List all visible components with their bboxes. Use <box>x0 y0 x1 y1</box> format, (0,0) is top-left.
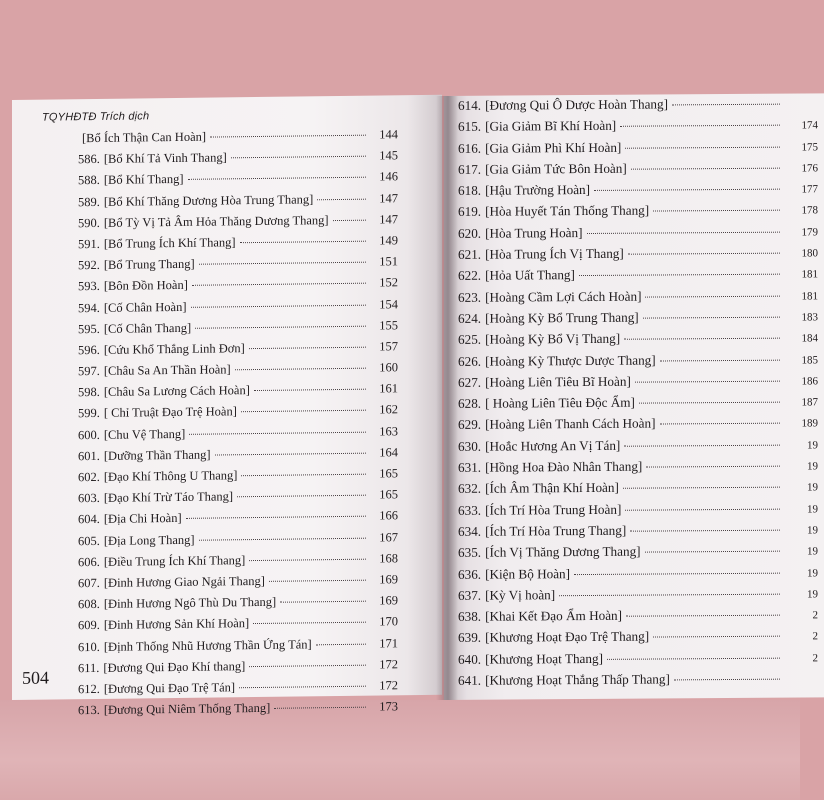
toc-entry-page: 181 <box>801 290 818 303</box>
dot-leader <box>317 198 366 200</box>
toc-entry-page: 172 <box>379 678 398 693</box>
toc-entry-title: [Khai Kết Đạo Ẩm Hoàn] <box>485 607 623 624</box>
dot-leader <box>639 402 780 404</box>
toc-entry-page: 2 <box>812 630 818 643</box>
toc-entry-page: 157 <box>379 339 398 354</box>
toc-entry <box>458 670 818 694</box>
right-page <box>444 93 824 700</box>
dot-leader <box>195 325 366 328</box>
toc-entry-page: 189 <box>801 417 818 430</box>
toc-entry <box>458 351 818 375</box>
toc-entry-page: 2 <box>812 609 818 622</box>
toc-entry-page: 19 <box>807 503 818 516</box>
dot-leader <box>674 679 780 681</box>
toc-entry-title: [Hậu Trường Hoàn] <box>485 182 591 198</box>
dot-leader <box>199 262 366 265</box>
toc-entry-page: 19 <box>807 481 818 494</box>
toc-entry-title: [Ích Vị Thăng Dương Thang] <box>485 543 641 560</box>
dot-leader <box>625 146 780 148</box>
toc-entry <box>458 287 818 311</box>
toc-entry-number: 612. <box>78 681 100 697</box>
dot-leader <box>624 338 780 340</box>
dot-leader <box>316 643 366 645</box>
toc-entry-page: 19 <box>807 545 818 558</box>
toc-entry-title: [Chu Vệ Thang] <box>103 426 186 442</box>
toc-entry-number: 608. <box>78 597 100 612</box>
dot-leader <box>660 359 780 361</box>
toc-entry-title: [Bổ Ích Thận Can Hoàn] <box>82 129 207 146</box>
dot-leader <box>645 551 780 553</box>
toc-entry-title: [ Hoàng Liên Tiêu Độc Ẩm] <box>485 394 635 411</box>
toc-entry-page: 19 <box>807 566 818 579</box>
toc-entry-number: 637. <box>458 587 482 603</box>
dot-leader <box>239 686 366 689</box>
toc-entry-title: [Bổ Khí Thăng Dương Hòa Trung Thang] <box>103 191 314 209</box>
dot-leader <box>574 572 780 574</box>
toc-entry-page: 163 <box>379 423 398 439</box>
dot-leader <box>653 210 780 212</box>
toc-entry-page: 168 <box>379 551 398 566</box>
toc-entry-title: [Đạo Khí Thông U Thang] <box>103 468 238 484</box>
toc-entry <box>458 628 818 652</box>
dot-leader <box>333 219 366 220</box>
toc-entry <box>458 415 818 439</box>
toc-entry-page: 167 <box>379 529 398 545</box>
toc-entry-number: 625. <box>458 332 482 348</box>
toc-entry <box>458 607 818 631</box>
toc-entry-page: 165 <box>379 466 398 481</box>
toc-entry-page: 149 <box>379 233 398 248</box>
toc-entry-title: [Hoàng Kỳ Thược Dược Thang] <box>485 352 656 369</box>
toc-entry-number: 603. <box>78 491 100 506</box>
toc-entry-title: [Kỳ Vị hoàn] <box>485 587 556 603</box>
dot-leader <box>210 135 366 138</box>
toc-entry-number: 605. <box>78 533 100 548</box>
toc-entry <box>458 543 818 567</box>
toc-entry <box>458 521 818 545</box>
toc-entry-number: 597. <box>78 363 100 379</box>
dot-leader <box>199 537 366 540</box>
toc-entry-title: [Cứu Khổ Thắng Linh Đơn] <box>103 341 245 357</box>
toc-entry-number: 590. <box>78 215 100 230</box>
toc-entry-page: 176 <box>801 162 818 175</box>
toc-entry <box>458 138 818 162</box>
toc-entry-title: [Bổ Trung Ích Khí Thang] <box>103 235 236 251</box>
toc-entry-page: 171 <box>379 635 398 651</box>
toc-entry <box>458 223 818 247</box>
toc-entry-page: 19 <box>807 588 818 601</box>
toc-entry-title: [Hòa Trung Hoàn] <box>485 224 583 241</box>
toc-entry-number: 589. <box>78 194 100 209</box>
dot-leader <box>240 241 366 244</box>
toc-entry-page: 185 <box>801 353 818 367</box>
toc-entry-page: 152 <box>379 275 398 290</box>
toc-entry-page: 154 <box>379 296 398 312</box>
toc-entry-title: [Hoàng Kỳ Bổ Trung Thang] <box>485 309 639 326</box>
toc-entry-page: 174 <box>801 119 818 132</box>
toc-entry-number: 641. <box>458 672 482 688</box>
dot-leader <box>188 177 367 180</box>
dot-leader <box>660 423 781 425</box>
toc-entry <box>458 266 818 290</box>
dot-leader <box>237 495 366 498</box>
toc-entry-title: [Đương Qui Đạo Trệ Tán] <box>103 680 236 696</box>
toc-entry-page: 187 <box>801 396 818 409</box>
toc-entry <box>458 181 818 205</box>
toc-entry-number: 598. <box>78 385 100 400</box>
dot-leader <box>280 601 366 603</box>
dot-leader <box>249 558 366 560</box>
toc-entry-title: [Ích Trí Hòa Trung Hoàn] <box>485 501 622 518</box>
dot-leader <box>631 168 780 170</box>
toc-entry-number: 586. <box>78 152 100 167</box>
toc-entry-number: 633. <box>458 502 482 518</box>
toc-entry-page: 165 <box>379 487 398 502</box>
toc-entry-page: 161 <box>379 381 398 396</box>
toc-entry-number: 638. <box>458 608 482 625</box>
toc-entry-number: 631. <box>458 459 482 475</box>
toc-entry-number: 632. <box>458 481 482 497</box>
toc-entry-title: [Khương Hoạt Đạo Trệ Thang] <box>485 628 650 646</box>
toc-entry <box>458 330 818 354</box>
toc-entry-number: 630. <box>458 438 482 454</box>
toc-entry <box>458 95 818 119</box>
toc-entry <box>458 585 818 609</box>
dot-leader <box>630 530 780 532</box>
dot-leader <box>646 466 780 468</box>
toc-entry-page: 181 <box>801 268 818 281</box>
toc-entry-title: [Hỏa Uất Thang] <box>485 267 575 284</box>
toc-entry-title: [Bổ Trung Thang] <box>103 256 195 273</box>
toc-entry-number: 618. <box>458 182 482 199</box>
toc-entry-page: 179 <box>801 226 818 239</box>
toc-entry-page: 170 <box>379 614 398 629</box>
toc-entry-number: 616. <box>458 140 482 156</box>
toc-entry-title: [Dưỡng Thần Thang] <box>103 447 211 463</box>
dot-leader <box>241 474 366 477</box>
toc-entry-number: 639. <box>458 630 482 646</box>
toc-entry-title: [Định Thống Nhũ Hương Thần Ứng Tán] <box>103 636 312 654</box>
dot-leader <box>623 487 780 489</box>
toc-entry-number: 628. <box>458 395 482 412</box>
toc-entry-title: [ Chỉ Truật Đạo Trệ Hoàn] <box>103 404 237 421</box>
toc-entry <box>458 159 818 183</box>
toc-entry-number: 634. <box>458 523 482 539</box>
toc-entry-number: 604. <box>78 512 100 527</box>
toc-entry-number: 623. <box>458 289 482 305</box>
toc-entry-title: [Châu Sa Lương Cách Hoàn] <box>103 383 250 400</box>
dot-leader <box>235 368 366 371</box>
toc-entry-number: 615. <box>458 119 482 135</box>
toc-entry-page: 173 <box>379 699 398 714</box>
toc-entry-page: 162 <box>379 402 398 417</box>
dot-leader <box>254 389 366 391</box>
dot-leader <box>241 410 366 413</box>
toc-entry-number: 599. <box>78 406 100 421</box>
toc-entry-page: 19 <box>807 524 818 537</box>
toc-entry <box>458 479 818 503</box>
toc-entry-number: 600. <box>78 427 100 442</box>
dot-leader <box>628 253 780 255</box>
toc-entry-title: [Đương Qui Đạo Khí thang] <box>103 658 246 675</box>
toc-entry-page: 146 <box>379 169 398 184</box>
toc-entry-title: [Bổ Khí Thang] <box>103 172 184 188</box>
toc-entry-title: [Bổ Khí Tả Vinh Thang] <box>103 150 227 167</box>
toc-entry-page: 180 <box>801 247 818 260</box>
toc-entry-number: 629. <box>458 417 482 433</box>
toc-entry-title: [Khương Hoạt Thắng Thấp Thang] <box>485 671 670 688</box>
toc-entry <box>458 308 818 332</box>
running-head: TQYHĐTĐ Trích dịch <box>42 110 150 124</box>
dot-leader <box>635 381 780 383</box>
toc-entry-page: 178 <box>801 204 818 217</box>
toc-entry-title: [Gia Giảm Bĩ Khí Hoàn] <box>485 118 617 135</box>
dot-leader <box>587 231 780 233</box>
toc-entry-number: 602. <box>78 469 100 485</box>
toc-entry-page: 155 <box>379 317 398 333</box>
dot-leader <box>672 104 780 106</box>
toc-entry-page: 172 <box>379 656 398 672</box>
toc-entry <box>458 117 818 141</box>
toc-entry <box>458 649 818 673</box>
toc-entry <box>458 564 818 588</box>
toc-entry-title: [Ích Trí Hòa Trung Thang] <box>485 522 627 539</box>
toc-entry-number: 622. <box>458 268 482 284</box>
toc-entry-number: 635. <box>458 544 482 561</box>
toc-entry-page: 147 <box>379 212 398 227</box>
dot-leader <box>269 580 366 582</box>
page-number: 504 <box>22 667 49 688</box>
toc-entry <box>458 436 818 460</box>
toc-entry-number: 640. <box>458 651 482 667</box>
dot-leader <box>625 508 780 510</box>
toc-entry-page: 184 <box>801 332 818 345</box>
dot-leader <box>191 304 367 307</box>
dot-leader <box>620 125 780 127</box>
dot-leader <box>624 444 780 446</box>
toc-entry-page: 166 <box>379 508 398 523</box>
dot-leader <box>186 516 366 519</box>
toc-entry <box>78 699 398 724</box>
toc-entry-title: [Bổ Tỳ Vị Tả Âm Hỏa Thăng Dương Thang] <box>103 212 329 230</box>
toc-entry-page: 160 <box>379 360 398 375</box>
toc-entry-page: 19 <box>807 460 818 473</box>
toc-entry-number: 620. <box>458 225 482 241</box>
dot-leader <box>215 452 366 455</box>
toc-entry-title: [Gia Giảm Tức Bôn Hoàn] <box>485 160 627 177</box>
toc-entry-title: [Cố Chân Thang] <box>103 320 192 336</box>
toc-entry-number: 617. <box>458 161 482 177</box>
toc-entry-title: [Địa Long Thang] <box>103 532 195 548</box>
toc-entry-title: [Gia Giảm Phì Khí Hoàn] <box>485 139 622 156</box>
toc-entry-page: 169 <box>379 572 398 587</box>
toc-entry-page: 177 <box>801 183 818 196</box>
dot-leader <box>594 189 780 191</box>
toc-entry-number: 588. <box>78 173 100 188</box>
dot-leader <box>231 156 366 159</box>
toc-entry-title: [Đương Qui Niêm Thống Thang] <box>103 700 271 717</box>
left-toc-list <box>78 127 398 724</box>
toc-entry-number: 591. <box>78 236 100 252</box>
toc-entry-title: [Cố Chân Hoàn] <box>103 299 187 315</box>
dot-leader <box>645 295 780 297</box>
toc-entry-title: [Hồng Hoa Đào Nhân Thang] <box>485 458 643 475</box>
dot-leader <box>249 347 366 349</box>
toc-entry-number: 593. <box>78 279 100 294</box>
toc-entry-number: 592. <box>78 258 100 273</box>
dot-leader <box>607 657 780 659</box>
dot-leader <box>626 615 780 617</box>
toc-entry-page: 151 <box>379 254 398 269</box>
right-toc-list <box>458 95 818 694</box>
toc-entry-page: 145 <box>379 148 398 163</box>
toc-entry-title: [Điều Trung Ích Khí Thang] <box>103 552 246 569</box>
toc-entry-title: [Khương Hoạt Thang] <box>485 650 603 667</box>
toc-entry-number: 607. <box>78 575 100 591</box>
toc-entry-page: 164 <box>379 445 398 460</box>
dot-leader <box>643 317 780 319</box>
toc-entry-number: 619. <box>458 204 482 220</box>
toc-entry-title: [Đinh Hương Sản Khí Hoàn] <box>103 616 250 633</box>
book-spine <box>436 96 458 700</box>
toc-entry-page: 147 <box>379 190 398 206</box>
toc-entry-title: [Hoàng Liên Thanh Cách Hoàn] <box>485 415 656 433</box>
toc-entry-title: [Hoàng Liên Tiêu Bĩ Hoàn] <box>485 373 631 390</box>
toc-entry-title: [Đương Qui Ô Dược Hoàn Thang] <box>485 96 668 113</box>
dot-leader <box>274 707 366 709</box>
toc-entry-page: 19 <box>807 439 818 452</box>
toc-entry <box>458 372 818 396</box>
toc-entry-title: [Đinh Hương Ngô Thù Du Thang] <box>103 594 277 612</box>
toc-entry-number: 613. <box>78 702 100 718</box>
toc-entry-number: 614. <box>458 97 482 113</box>
toc-entry-number: 611. <box>78 660 100 675</box>
toc-entry-number: 595. <box>78 321 100 336</box>
toc-entry-number: 609. <box>78 618 100 633</box>
dot-leader <box>559 593 780 596</box>
left-page <box>12 95 442 718</box>
dot-leader <box>253 622 366 624</box>
toc-entry-number: 627. <box>458 374 482 390</box>
toc-entry-number: 610. <box>78 639 100 654</box>
toc-entry-title: [Hoàng Cầm Lợi Cách Hoàn] <box>485 288 642 305</box>
dot-leader <box>249 664 366 666</box>
toc-entry <box>458 394 818 418</box>
toc-entry-page: 186 <box>801 375 818 388</box>
toc-entry-title: [Đinh Hương Giao Ngải Thang] <box>103 573 265 590</box>
toc-entry-title: [Địa Chi Hoàn] <box>103 511 182 527</box>
toc-entry-number: 606. <box>78 554 100 569</box>
dot-leader <box>192 283 366 286</box>
toc-entry-title: [Hoàng Kỳ Bổ Vị Thang] <box>485 331 621 347</box>
toc-entry-page: 2 <box>812 652 818 665</box>
toc-entry <box>458 244 818 268</box>
toc-entry-title: [Đạo Khí Trừ Táo Thang] <box>103 489 234 506</box>
toc-entry-title: [Hòa Trung Ích Vị Thang] <box>485 245 624 262</box>
dot-leader <box>189 431 366 434</box>
toc-entry-title: [Hòa Huyết Tán Thống Thang] <box>485 203 650 220</box>
toc-entry <box>458 500 818 524</box>
toc-entry-title: [Ích Âm Thận Khí Hoàn] <box>485 480 619 497</box>
dot-leader <box>653 636 780 638</box>
toc-entry-number: 594. <box>78 300 100 315</box>
open-book <box>12 96 818 718</box>
toc-entry-number: 596. <box>78 342 100 358</box>
toc-entry-number: 601. <box>78 448 100 464</box>
toc-entry-number: 621. <box>458 246 482 262</box>
toc-entry-number: 636. <box>458 566 482 582</box>
toc-entry-page: 169 <box>379 593 398 608</box>
toc-entry-page: 144 <box>379 127 398 142</box>
toc-entry-title: [Kiện Bộ Hoàn] <box>485 565 571 582</box>
toc-entry <box>458 457 818 481</box>
toc-entry-title: [Châu Sa An Thần Hoàn] <box>103 362 231 378</box>
toc-entry-page: 175 <box>801 140 818 154</box>
toc-entry-page: 183 <box>801 311 818 324</box>
toc-entry-title: [Hoắc Hương An Vị Tán] <box>485 437 621 454</box>
toc-entry-number: 624. <box>458 310 482 326</box>
toc-entry-number: 626. <box>458 353 482 369</box>
toc-entry <box>458 202 818 226</box>
toc-entry-title: [Bôn Đồn Hoàn] <box>103 278 188 294</box>
dot-leader <box>579 274 780 276</box>
